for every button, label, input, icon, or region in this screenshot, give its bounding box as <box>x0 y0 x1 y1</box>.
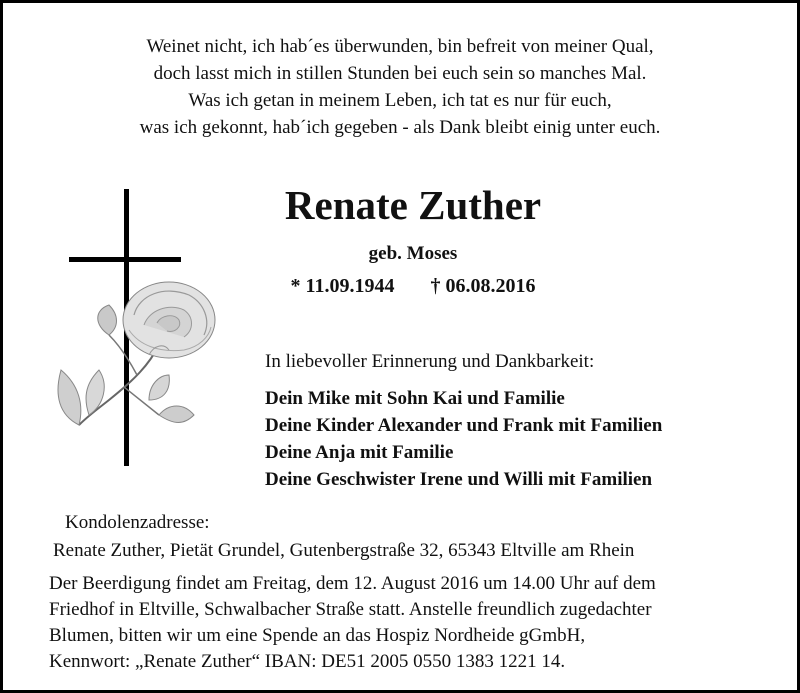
birth-name: geb. Moses <box>368 243 458 264</box>
funeral-notice <box>49 571 656 675</box>
death-date: † 06.08.2016 <box>430 275 536 297</box>
mourners-list <box>265 385 662 493</box>
poem-line: doch lasst mich in stillen Stunden bei euch sein so manches Mal. <box>153 63 647 84</box>
condolence-label: Kondolenzadresse: <box>65 512 210 533</box>
mourner-line: Dein Mike mit Sohn Kai und Familie <box>265 388 565 409</box>
mourner-line: Deine Geschwister Irene und Willi mit Familien <box>265 469 653 490</box>
memory-line: In liebevoller Erinnerung und Dankbarkeit: <box>265 351 595 372</box>
mourner-line: Deine Anja mit Familie <box>265 442 454 463</box>
funeral-line: Blumen, bitten wir um eine Spende an das Hospiz Nordheide gGmbH, <box>49 625 586 646</box>
poem-line: was ich gekonnt, hab´ich gegeben - als Dank bleibt einig unter euch. <box>139 117 661 138</box>
funeral-line: Kennwort: „Renate Zuther“ IBAN: DE51 2005 0550 1383 1221 14. <box>49 651 566 672</box>
poem-line: Weinet nicht, ich hab´es überwunden, bin befreit von meiner Qual, <box>146 36 654 57</box>
condolence-address: Renate Zuther, Pietät Grundel, Gutenbergstraße 32, 65343 Eltville am Rhein <box>53 540 635 561</box>
poem-line: Was ich getan in meinem Leben, ich tat es nur für euch, <box>188 90 612 111</box>
funeral-line: Der Beerdigung findet am Freitag, dem 12. August 2016 um 14.00 Uhr auf dem <box>49 573 656 594</box>
life-dates <box>243 275 583 298</box>
deceased-name: Renate Zuther <box>284 182 542 228</box>
birth-date: * 11.09.1944 <box>290 275 395 297</box>
poem <box>3 33 797 141</box>
cross-bar <box>69 257 181 262</box>
rose-icon <box>49 275 219 445</box>
mourner-line: Deine Kinder Alexander und Frank mit Familien <box>265 415 663 436</box>
funeral-line: Friedhof in Eltville, Schwalbacher Straße statt. Anstelle freundlich zugedachter <box>49 599 652 620</box>
